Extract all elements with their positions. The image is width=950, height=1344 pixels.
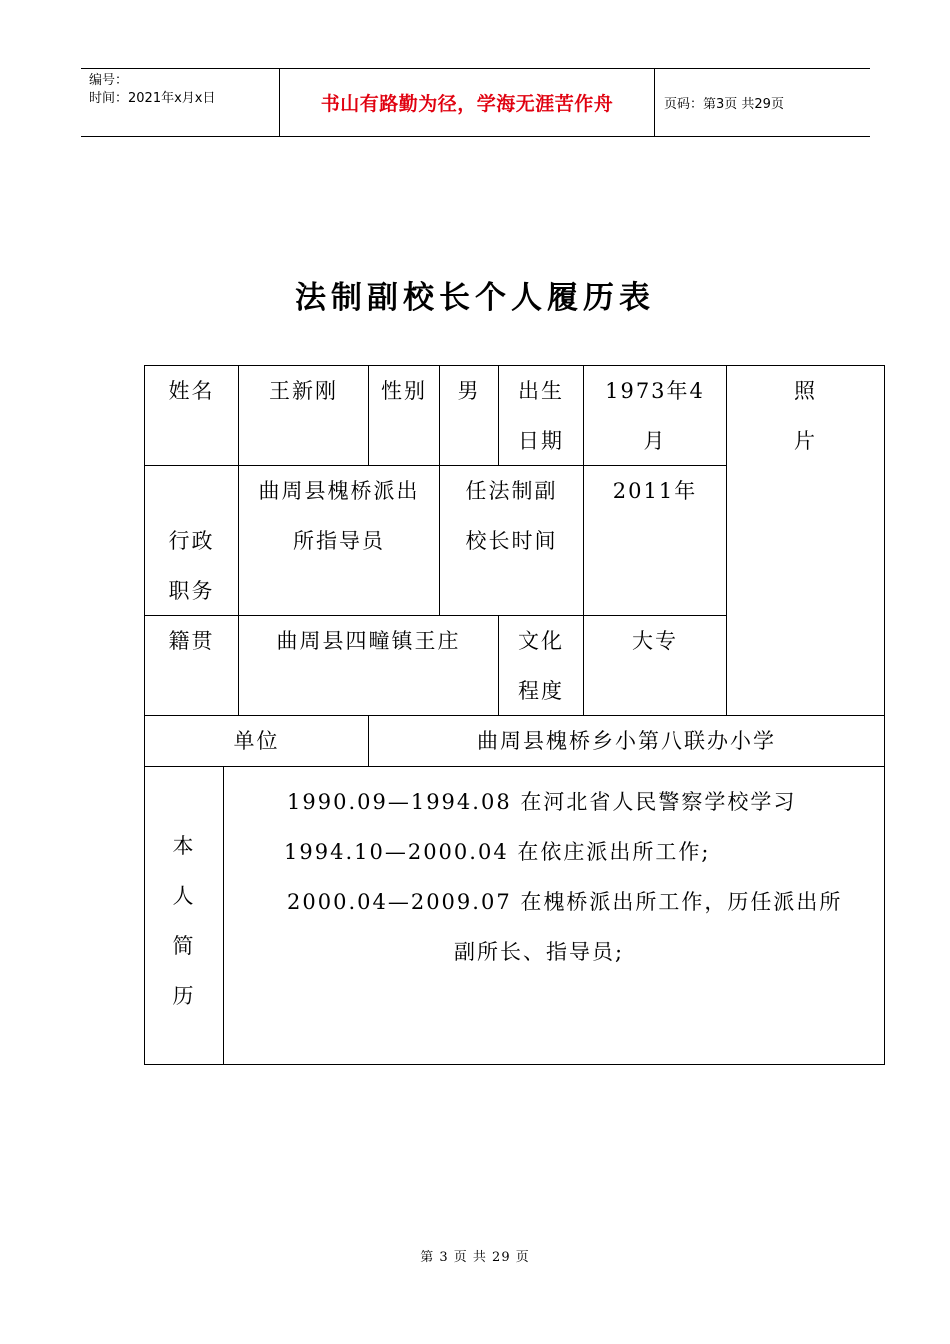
gender-value: 男 <box>457 379 481 403</box>
position-value-1: 曲周县槐桥派出 <box>258 479 420 503</box>
name-label: 姓名 <box>168 379 215 403</box>
resume-label-char: 历 <box>172 984 196 1008</box>
term-label-cell <box>439 465 584 616</box>
unit-label-cell <box>144 715 369 767</box>
origin-label: 籍贯 <box>168 629 215 653</box>
birth-value-cell <box>583 365 727 466</box>
edu-label-1: 文化 <box>518 629 564 653</box>
origin-value: 曲周县四疃镇王庄 <box>276 629 461 653</box>
resume-line: 副所长、指导员; <box>454 940 625 964</box>
header-meta <box>81 69 280 136</box>
header-motto: 书山有路勤为径，学海无涯苦作舟 <box>280 69 655 136</box>
resume-label-char: 简 <box>172 934 196 958</box>
document-header <box>81 68 870 137</box>
name-label-cell <box>144 365 239 466</box>
photo-label-1: 照 <box>794 379 817 403</box>
resume-line: 2000.04—2009.07 在槐桥派出所工作，历任派出所 <box>287 890 843 914</box>
header-page-info: 页码：第3页 共29页 <box>664 97 784 112</box>
term-value-cell <box>583 465 727 616</box>
resume-label-cell <box>144 766 224 1065</box>
resume-label-char: 人 <box>172 884 196 908</box>
birth-label-1: 出生 <box>518 379 564 403</box>
resume-line: 1990.09—1994.08 在河北省人民警察学校学习 <box>287 790 797 814</box>
name-value-cell <box>238 365 369 466</box>
resume-form <box>144 365 885 1065</box>
birth-label-cell <box>498 365 584 466</box>
origin-label-cell <box>144 615 239 716</box>
page-footer: 第 3 页 共 29 页 <box>420 1250 530 1265</box>
edu-value: 大专 <box>632 629 678 653</box>
term-label-1: 任法制副 <box>465 479 558 503</box>
edu-label-cell <box>498 615 584 716</box>
position-label-2: 职务 <box>168 579 215 603</box>
gender-value-cell <box>439 365 499 466</box>
name-value: 王新刚 <box>269 379 338 403</box>
position-label-cell <box>144 465 239 616</box>
position-label-1: 行政 <box>168 529 215 553</box>
birth-value-2: 月 <box>643 429 667 453</box>
birth-label-2: 日期 <box>518 429 564 453</box>
edu-value-cell <box>583 615 727 716</box>
position-value-cell <box>238 465 440 616</box>
edu-label-2: 程度 <box>518 679 564 703</box>
photo-label-2: 片 <box>794 429 817 453</box>
unit-value-cell <box>368 715 885 767</box>
position-value-2: 所指导员 <box>293 529 385 553</box>
page-title: 法制副校长个人履历表 <box>295 280 655 316</box>
resume-line: 1994.10—2000.04 在依庄派出所工作; <box>284 840 711 864</box>
photo-cell <box>726 365 885 716</box>
resume-content-cell <box>223 766 885 1065</box>
gender-label: 性别 <box>381 379 427 403</box>
unit-label: 单位 <box>233 729 280 753</box>
origin-value-cell <box>238 615 499 716</box>
unit-value: 曲周县槐桥乡小第八联办小学 <box>477 729 776 753</box>
term-label-2: 校长时间 <box>465 529 558 553</box>
resume-label-char: 本 <box>172 834 196 858</box>
birth-value-1: 1973年4 <box>605 379 705 403</box>
number-label: 编号： <box>89 73 129 88</box>
gender-label-cell <box>368 365 440 466</box>
term-value: 2011年 <box>612 479 698 503</box>
time-label: 时间：2021年x月x日 <box>89 91 216 106</box>
